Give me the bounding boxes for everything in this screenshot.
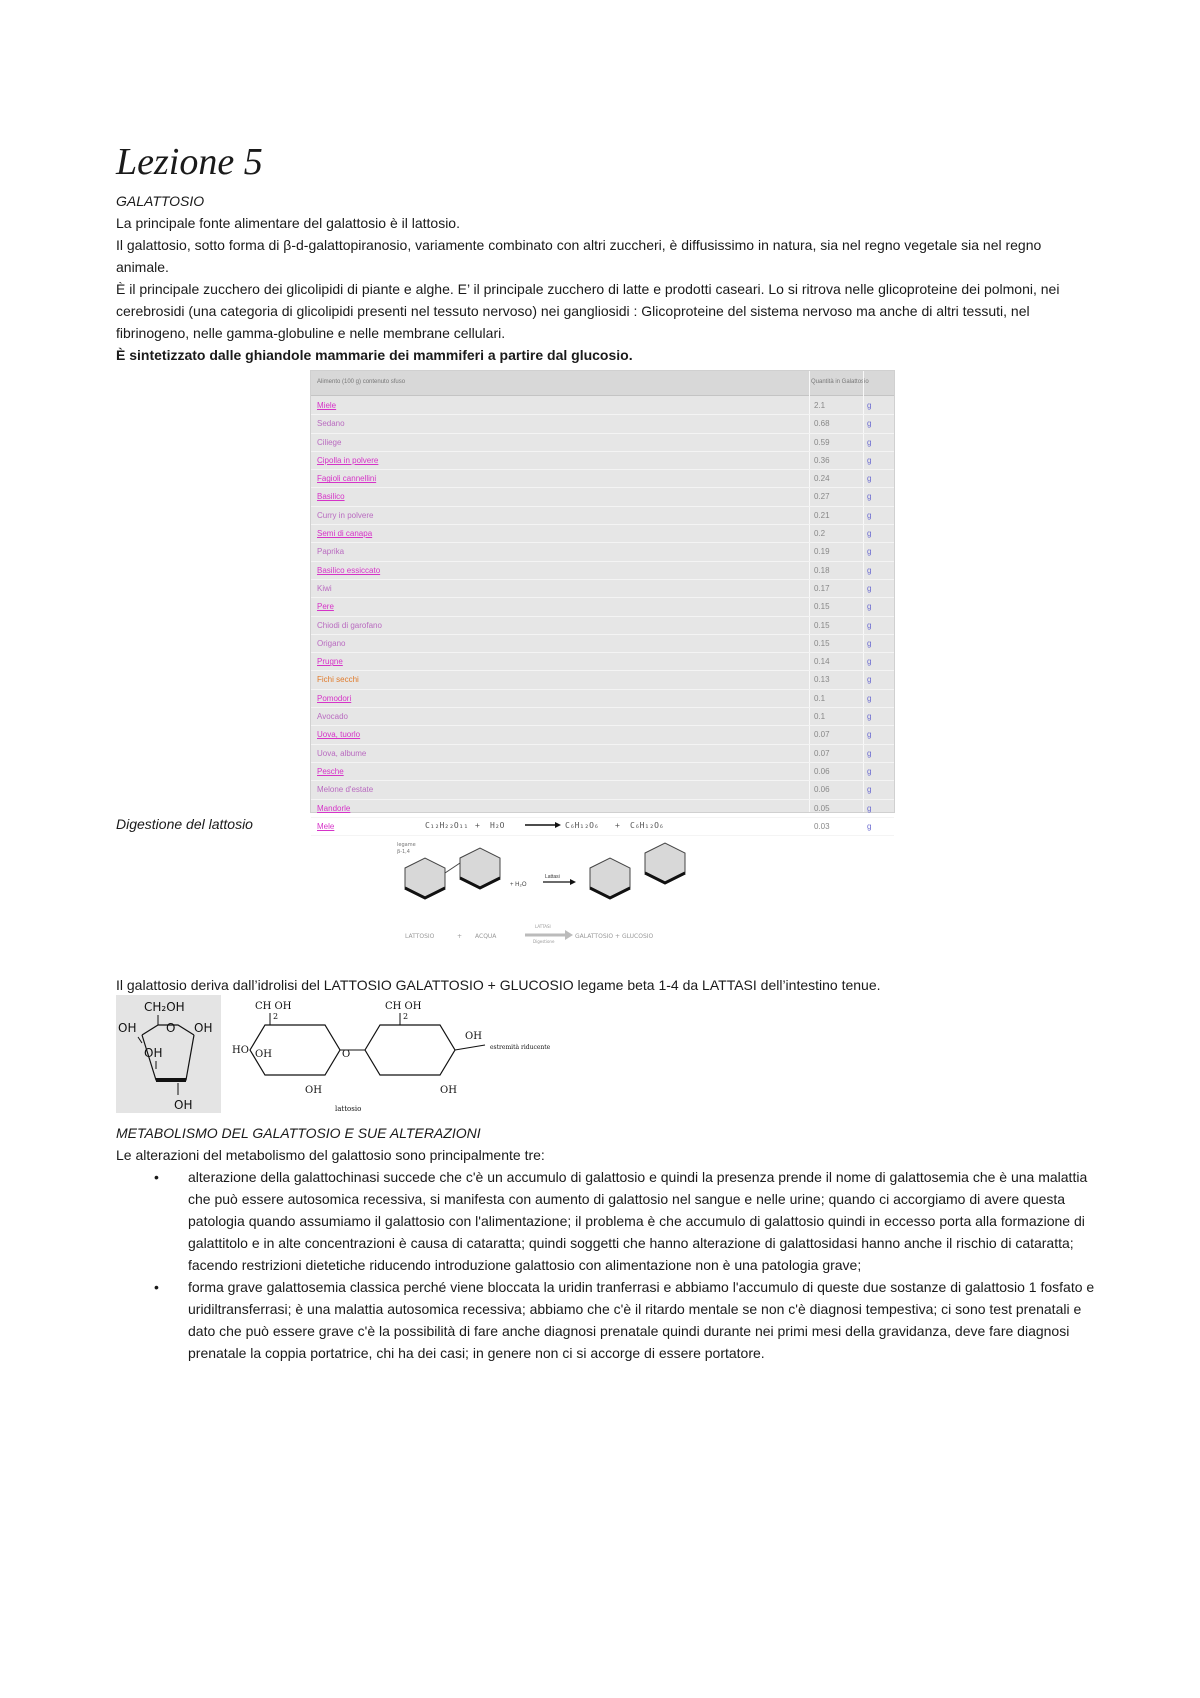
food-galactose-value: 0.15 [814, 602, 830, 612]
food-galactose-value: 0.06 [814, 766, 830, 776]
table-row [311, 562, 894, 580]
list-item [116, 1276, 1096, 1364]
o-label: O [166, 1021, 176, 1035]
food-unit: g [867, 529, 872, 539]
food-unit: g [867, 675, 872, 685]
bottom-lattosio: LATTOSIO [405, 933, 435, 940]
food-name-link[interactable]: Mandorle [317, 803, 351, 813]
oh-label: OH [255, 1049, 272, 1060]
table-row [311, 507, 894, 525]
paragraph: Il galattosio, sotto forma di β-d-galattopiranosio, variamente combinato con altri zuccheri, è diffusissimo in natura, sia nel regno vegetale sia nel regno animale. [116, 237, 1042, 275]
metabolism-section [116, 1122, 1096, 1364]
ho-label: HO [232, 1045, 249, 1056]
section-heading-metabolismo: METABOLISMO DEL GALATTOSIO E SUE ALTERAZIONI [116, 1125, 481, 1141]
oh-label: OH [305, 1085, 322, 1096]
food-unit: g [867, 748, 872, 758]
label-beta: β-1,4 [397, 849, 410, 855]
food-unit: g [867, 620, 872, 630]
food-name-link[interactable]: Mele [317, 821, 335, 831]
table-row [311, 745, 894, 763]
formula-glucose: C₆H₁₂O₆ [630, 821, 664, 830]
paragraph: È il principale zucchero dei glicolipidi di piante e alghe. E’ il principale zucchero di latte e prodotti caseari. Lo si ritrova nelle glicoproteine dei polmoni, nei cerebrosidi (una categoria di glicolipidi presenti nel tessuto nervoso) nei gangliosidi : Glicoproteine del sistema nervoso ma anche di altri tessuti, nel fibrinogeno, nelle gamma-globuline e nelle membrane cellulari. [116, 281, 1060, 341]
o-link-label: O [342, 1049, 351, 1060]
formula-lactose: C₁₂H₂₂O₁₁ [425, 821, 469, 830]
table-row [311, 763, 894, 781]
table-row [311, 781, 894, 799]
bottom-galattosio-glucosio: GALATTOSIO + GLUCOSIO [575, 933, 654, 940]
food-galactose-value: 0.07 [814, 748, 830, 758]
label-legame: legame [397, 842, 416, 848]
list-item [116, 1166, 1096, 1276]
formula-water: H₂O [490, 821, 505, 830]
lactose-digestion-diagram [395, 818, 735, 943]
section-heading-galattosio: GALATTOSIO [116, 193, 205, 209]
table-row [311, 525, 894, 543]
ch2oh-left: CH OH [255, 1001, 292, 1012]
food-name-link[interactable]: Basilico [317, 492, 345, 502]
food-galactose-value: 0.36 [814, 455, 830, 465]
food-name-link[interactable]: Basilico essiccato [317, 565, 381, 575]
food-name-link: Curry in polvere [317, 510, 374, 520]
food-unit: g [867, 821, 872, 831]
food-unit: g [867, 602, 872, 612]
bullet-marker: • [154, 1169, 159, 1185]
food-unit: g [867, 474, 872, 484]
digestion-label: Digestione del lattosio [116, 816, 253, 832]
food-galactose-value: 0.59 [814, 437, 830, 447]
food-galactose-value: 0.03 [814, 821, 830, 831]
food-name-link: Fichi secchi [317, 675, 359, 685]
bold-statement: È sintetizzato dalle ghiandole mammarie dei mammiferi a partire dal glucosio. [116, 347, 633, 363]
food-galactose-value: 0.15 [814, 638, 830, 648]
food-name-link[interactable]: Prugne [317, 657, 343, 667]
food-unit: g [867, 693, 872, 703]
food-unit: g [867, 657, 872, 667]
plus-sign: + [615, 821, 620, 830]
food-name-link: Origano [317, 638, 346, 648]
alterations-list [116, 1166, 1096, 1364]
food-galactose-value: 0.18 [814, 565, 830, 575]
lactose-structure-image [230, 995, 580, 1117]
food-name-link[interactable]: Cipolla in polvere [317, 455, 379, 465]
food-name-link: Chiodi di garofano [317, 620, 382, 630]
table-row [311, 415, 894, 433]
plus-sign: + [475, 821, 480, 830]
table-row [311, 800, 894, 818]
food-galactose-value: 0.06 [814, 785, 830, 795]
food-galactose-value: 0.27 [814, 492, 830, 502]
food-unit: g [867, 785, 872, 795]
food-unit: g [867, 638, 872, 648]
oh-label: OH [118, 1021, 137, 1035]
food-galactose-value: 0.13 [814, 675, 830, 685]
oh-label: OH [465, 1031, 482, 1042]
table-body [311, 397, 894, 836]
food-unit: g [867, 565, 872, 575]
table-row [311, 397, 894, 415]
food-name-link[interactable]: Miele [317, 401, 337, 410]
paragraph: La principale fonte alimentare del galattosio è il lattosio. [116, 215, 460, 231]
food-unit: g [867, 510, 872, 520]
food-name-link[interactable]: Pesche [317, 766, 344, 776]
table-row [311, 598, 894, 616]
bottom-acqua: ACQUA [475, 933, 497, 940]
bottom-lattasi: LATTASI [535, 924, 551, 929]
food-name-link[interactable]: Uova, tuorlo [317, 730, 361, 740]
ch2oh-label: CH₂OH [144, 1000, 185, 1014]
food-name-link: Kiwi [317, 583, 332, 593]
food-unit: g [867, 419, 872, 429]
ch2oh-right: CH OH [385, 1001, 422, 1012]
reducing-end-note: estremità riducente [490, 1044, 551, 1051]
table-row [311, 580, 894, 598]
table-row [311, 617, 894, 635]
intro-section [116, 190, 1096, 366]
food-unit: g [867, 712, 872, 722]
oh-label: OH [174, 1098, 193, 1112]
food-unit: g [867, 803, 872, 813]
bottom-digestione: Digestione [533, 939, 555, 944]
section-intro: Le alterazioni del metabolismo del galattosio sono principalmente tre: [116, 1147, 545, 1163]
food-galactose-value: 0.15 [814, 620, 830, 630]
table-row [311, 434, 894, 452]
table-row [311, 452, 894, 470]
table-row [311, 543, 894, 561]
table-row [311, 708, 894, 726]
food-unit: g [867, 455, 872, 465]
table-header [311, 371, 894, 396]
food-unit: g [867, 401, 872, 410]
food-galactose-value: 0.19 [814, 547, 830, 557]
food-name-link: Avocado [317, 712, 348, 722]
food-galactose-value: 0.05 [814, 803, 830, 813]
food-name-link: Ciliege [317, 437, 342, 447]
list-item-text: forma grave galattosemia classica perché viene bloccata la uridin tranferrasi e abbiamo l'accumulo di queste due sostanze di galattosio 1 fosfato e uridiltransferrasi; è una malattia autosomica recessiva; abbiamo che c'è il ritardo mentale se non c'è diagnosi tempestiva; ci sono test prenatali e dato che può essere grave c'è la possibilità di fare anche diagnosi prenatale quindi durante nei primi mesi della gravidanza, deve fare diagnosi prenatale la coppia portatrice, chi ha dei casi; in genere non ci si accorge di essere portatore. [188, 1279, 1095, 1361]
food-galactose-value: 0.17 [814, 583, 830, 593]
reaction-arrowhead [555, 822, 561, 828]
food-galactose-value: 2.1 [814, 401, 826, 410]
table-row [311, 653, 894, 671]
food-unit: g [867, 492, 872, 502]
table-row [311, 726, 894, 744]
table-row [311, 488, 894, 506]
food-galactose-value: 0.1 [814, 693, 826, 703]
food-unit: g [867, 547, 872, 557]
food-galactose-value: 0.24 [814, 474, 830, 484]
lactose-caption: lattosio [335, 1105, 362, 1113]
enzyme-label: Lattasi [545, 874, 560, 880]
food-name-link[interactable]: Pomodori [317, 693, 352, 703]
water-small: + H₂O [510, 882, 527, 888]
food-name-link: Melone d'estate [317, 785, 374, 795]
table-row [311, 690, 894, 708]
food-galactose-value: 0.14 [814, 657, 830, 667]
food-galactose-value: 0.07 [814, 730, 830, 740]
food-name-link[interactable]: Pere [317, 602, 334, 612]
food-name-link[interactable]: Fagioli cannellini [317, 474, 377, 484]
oh-label: OH [194, 1021, 213, 1035]
food-unit: g [867, 730, 872, 740]
food-name-link: Uova, albume [317, 748, 367, 758]
food-name-link: Paprika [317, 547, 345, 557]
lesson-title: Lezione 5 [116, 141, 263, 183]
table-header-amount: Quantità in Galattosio [811, 379, 869, 385]
food-galactose-value: 0.21 [814, 510, 830, 520]
idrolisi-line: Il galattosio deriva dall’idrolisi del LATTOSIO GALATTOSIO + GLUCOSIO legame beta 1-4 da LATTASI dell’intestino tenue. [116, 977, 881, 993]
bullet-marker: • [154, 1279, 159, 1295]
table-header-food: Alimento (100 g) contenuto sfuso [317, 379, 406, 385]
table-row [311, 470, 894, 488]
galactose-structure-image [116, 995, 221, 1113]
food-galactose-value: 0.2 [814, 529, 826, 539]
bottom-plus: + [457, 933, 463, 940]
table-row [311, 671, 894, 689]
food-name-link: Sedano [317, 419, 345, 429]
table-row [311, 635, 894, 653]
food-galactose-value: 0.1 [814, 712, 826, 722]
formula-galactose: C₆H₁₂O₆ [565, 821, 599, 830]
food-unit: g [867, 766, 872, 776]
food-unit: g [867, 437, 872, 447]
subscript: 2 [273, 1012, 279, 1021]
food-unit: g [867, 583, 872, 593]
food-galactose-value: 0.68 [814, 419, 830, 429]
subscript: 2 [403, 1012, 409, 1021]
oh-label: OH [144, 1046, 163, 1060]
food-name-link[interactable]: Semi di canapa [317, 529, 373, 539]
list-item-text: alterazione della galattochinasi succede che c'è un accumulo di galattosio e quindi la presenza prende il nome di galattosemia che è una malattia che può essere autosomica recessiva, si manifesta con aumento di galattosio nel sangue e nelle urine; quando ci accorgiamo di avere questa patologia quando assumiamo il galattosio con l'alimentazione; il problema è che accumulo di galattosio quindi in eccesso porta alla formazione di galattitolo e in alte concentrazioni è causa di cataratta; quindi soggetti che hanno alterazione di galattosidasi hanno anche il rischio di cataratta; facendo restrizioni dietetiche riducendo introduzione galattosio con alimentazione non è una patologia grave; [188, 1169, 1088, 1273]
oh-label: OH [440, 1085, 457, 1096]
